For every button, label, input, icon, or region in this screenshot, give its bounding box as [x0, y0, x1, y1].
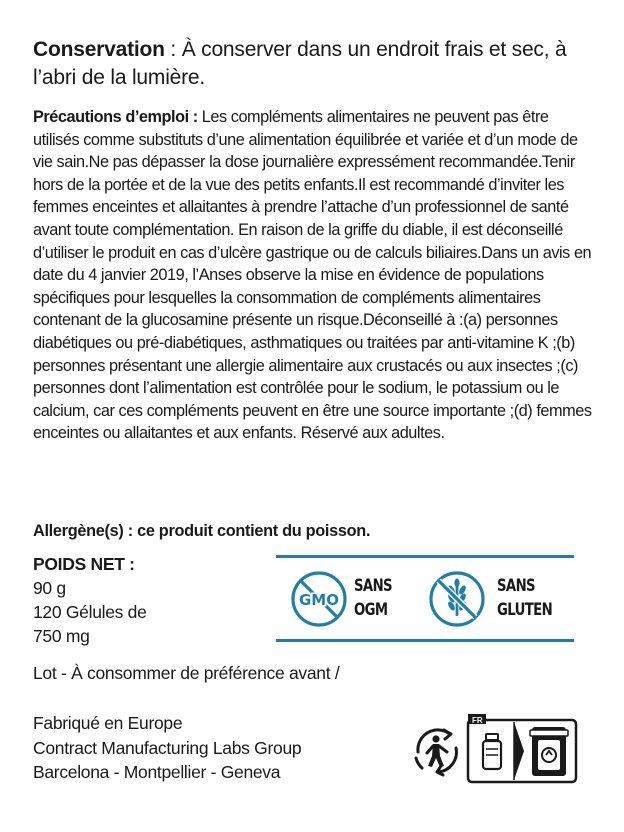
- badge-sans-ogm-line2: OGM: [354, 600, 388, 620]
- capsule-dose: 750 mg: [33, 626, 90, 646]
- badge-sans-gluten-line1: SANS: [497, 576, 535, 596]
- conservation-paragraph: [33, 36, 593, 92]
- gmo-icon-text: GMO: [299, 591, 339, 609]
- net-weight-value: 90 g: [33, 578, 66, 598]
- lot-best-before: Lot - À consommer de préférence avant /: [33, 663, 340, 683]
- triman-recycling-icon: [412, 722, 462, 778]
- badge-sans-gluten-label: [497, 574, 552, 622]
- manufacturer-cities: Barcelona - Montpellier - Geneva: [33, 762, 281, 782]
- precautions-paragraph: [33, 106, 593, 445]
- precautions-text: Les compléments alimentaires ne peuvent pas être utilisés comme substituts d’une alimentation équilibrée et variée et d’un mode de vie sain.Ne pas dépasser la dose journalière expressément recommandée.Tenir hors de la portée et de la vue des petits enfants.Il est recommandé d’inviter les femmes enceintes et allaitantes à prendre l’attache d’un professionnel de santé avant toute complémentation. En raison de la griffe du diable, il est déconseillé d’utiliser le produit en cas d’ulcère gastrique ou de calculs biliaires.Dans un avis en date du 4 janvier 2019, l’Anses observe la mise en évidence de populations spécifiques pour lesquelles la consommation de compléments alimentaires contenant de la glucosamine présente un risque.Déconseillé à :(a) personnes diabétiques ou pré-diabétiques, asthmatiques ou traitées par anti-vitamine K ;(b) personnes présentant une allergie alimentaire aux crustacés ou aux insectes ;(c) personnes dont l’alimentation est contrôlée pour le sodium, le potassium ou le calcium, car ces compléments peuvent en être une source importante ;(d) femmes enceintes ou allaitantes et aux enfants. Réservé aux adultes.: [33, 108, 592, 443]
- bin-icon: [530, 727, 568, 776]
- badge-sans-ogm-label: [354, 574, 392, 622]
- bottle-icon: [483, 734, 501, 769]
- no-gmo-icon: [289, 568, 349, 630]
- conservation-label: Conservation: [33, 38, 165, 61]
- no-gluten-wheat-icon: [427, 568, 487, 630]
- precautions-label: Précautions d’emploi :: [33, 108, 198, 126]
- manufacturer-origin: Fabriqué en Europe: [33, 713, 183, 733]
- capsule-count: 120 Gélules de: [33, 602, 147, 622]
- net-weight-block: [33, 552, 243, 648]
- conservation-separator: :: [164, 38, 182, 61]
- badge-sans-ogm-line1: SANS: [354, 576, 392, 596]
- manufacturer-name: Contract Manufacturing Labs Group: [33, 737, 302, 758]
- claims-badges: [276, 555, 574, 642]
- allergens-statement: Allergène(s) : ce produit contient du poisson.: [33, 522, 371, 540]
- manufacturer-block: [33, 711, 393, 785]
- net-weight-title: POIDS NET :: [33, 554, 135, 574]
- conservation-text: À conserver dans un endroit frais et sec, à l’abri de la lumière.: [33, 38, 567, 89]
- country-code-fr: FR: [472, 716, 483, 725]
- badge-sans-gluten-line2: GLUTEN: [497, 600, 553, 620]
